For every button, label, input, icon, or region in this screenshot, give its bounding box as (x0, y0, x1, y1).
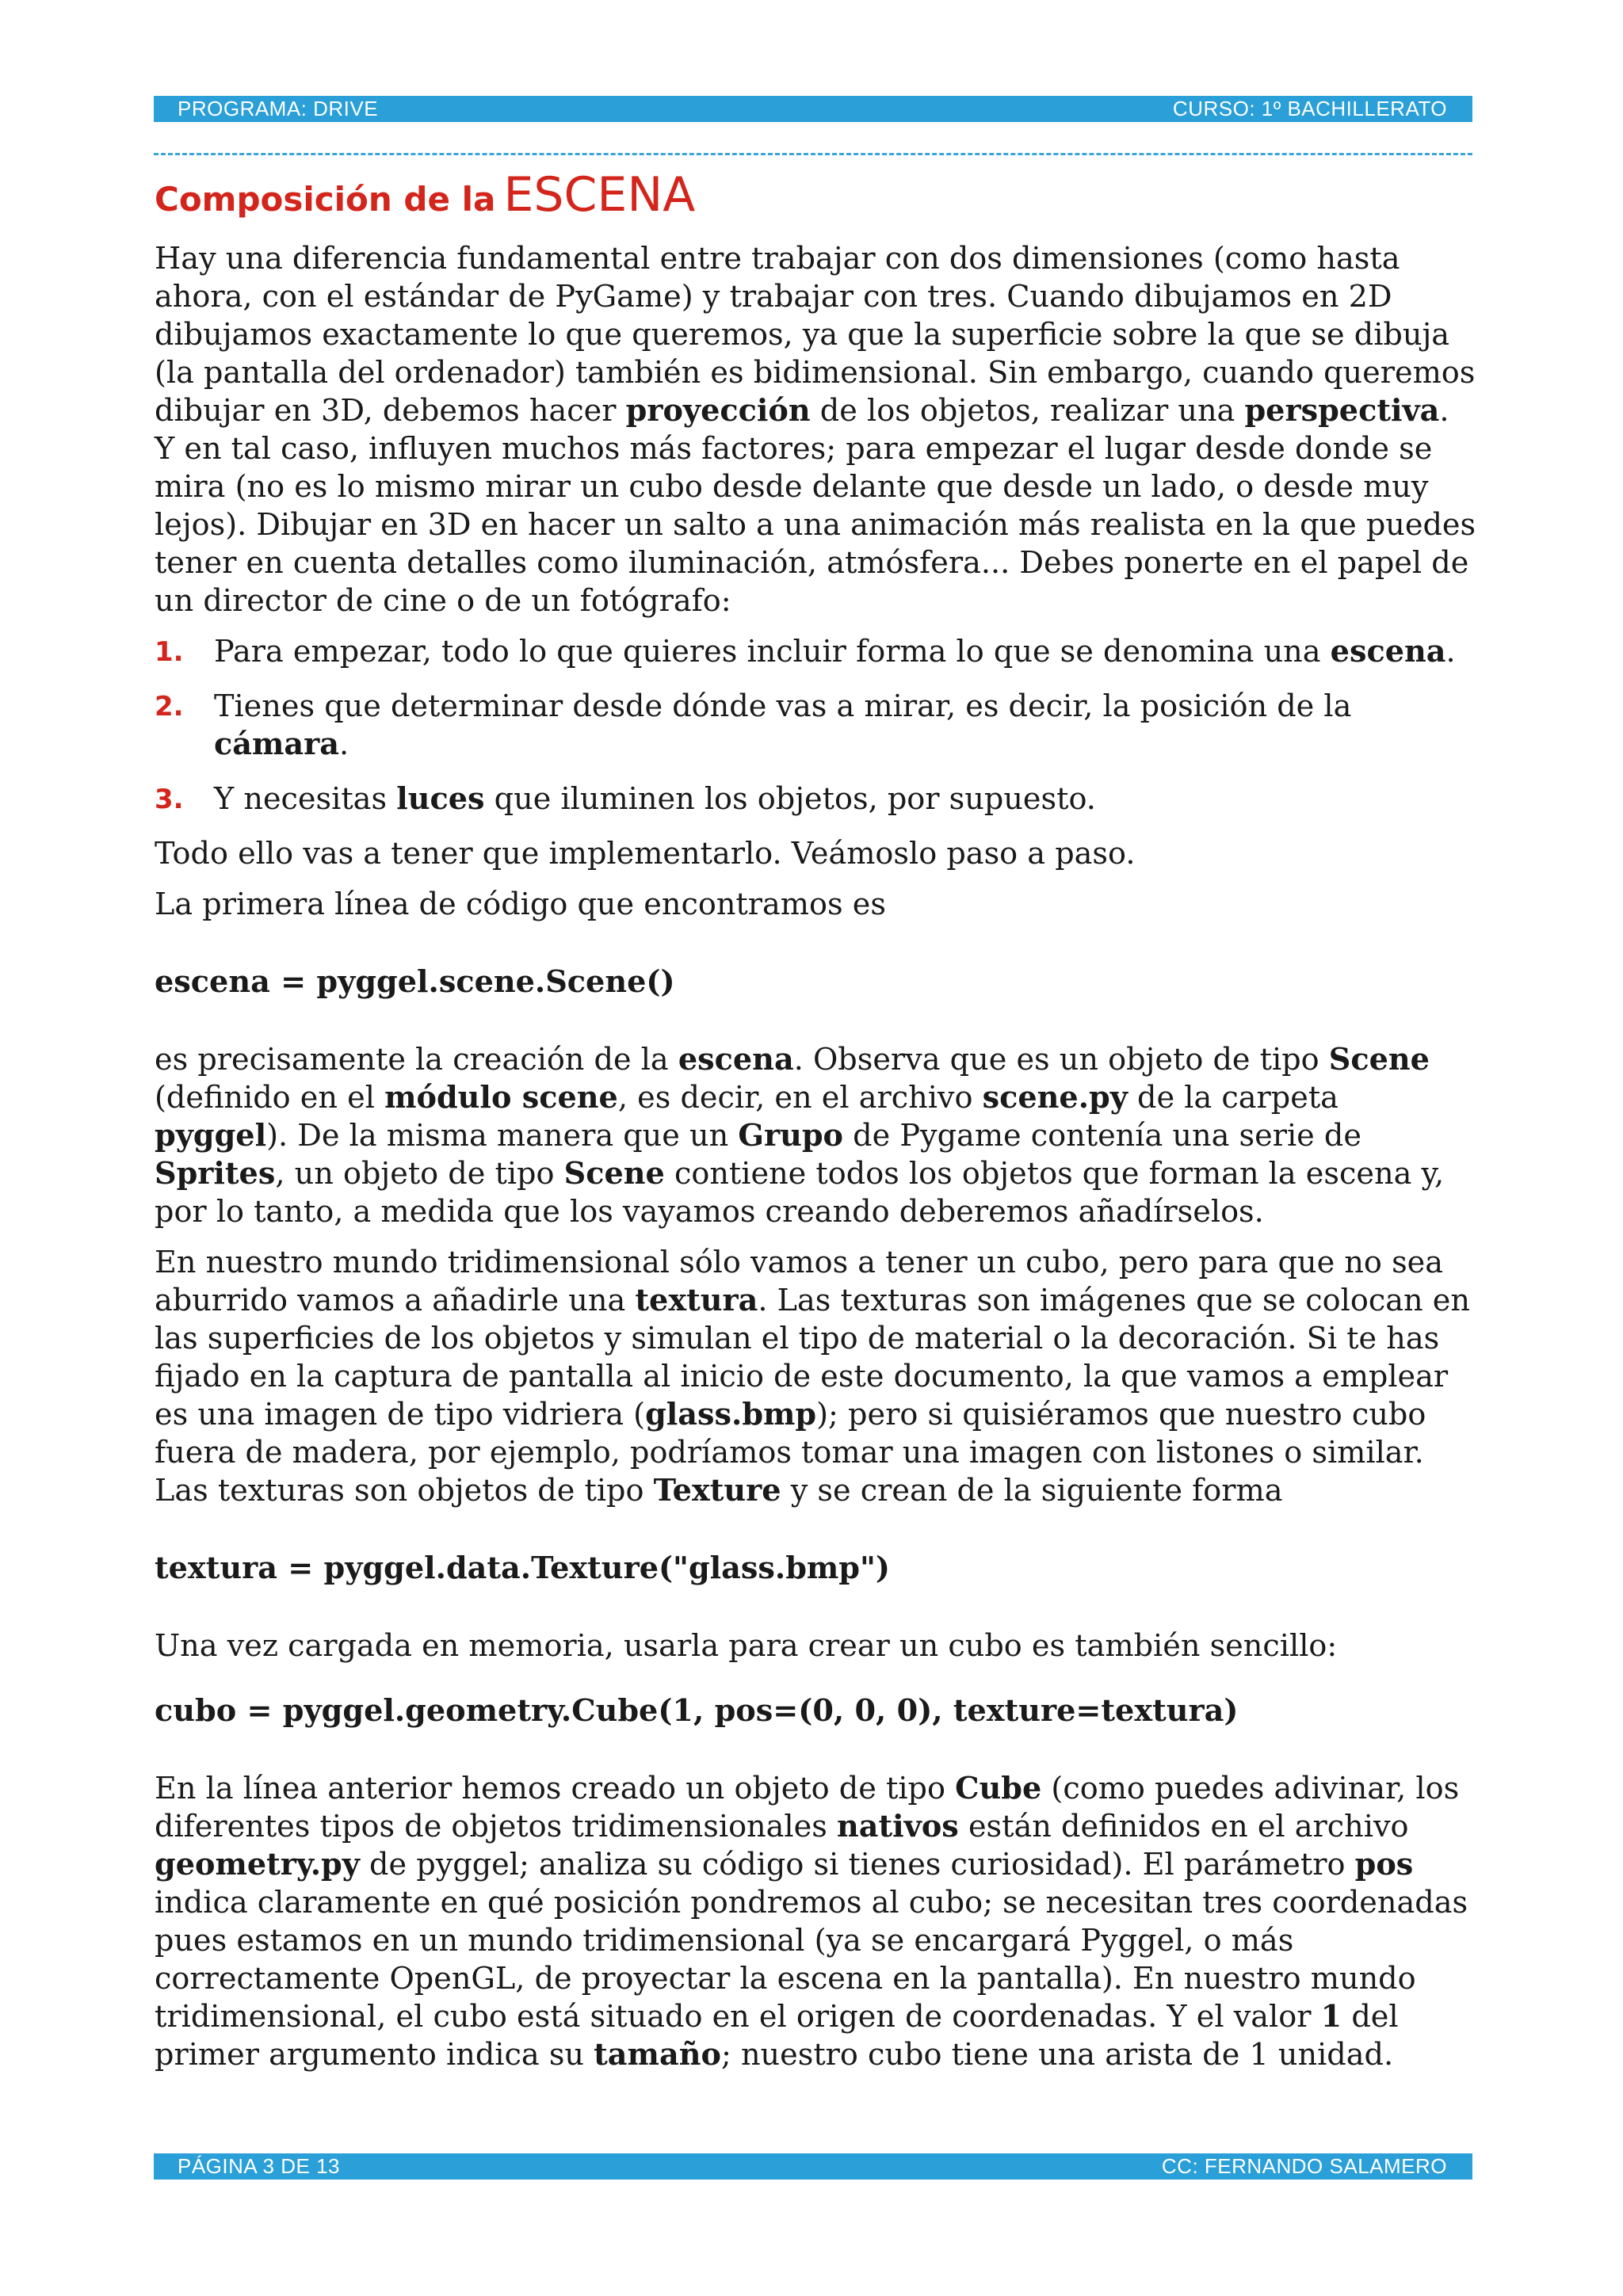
header-bar (154, 96, 1472, 122)
code-line-texture: textura = pyggel.data.Texture("glass.bmp") (155, 1550, 890, 1586)
footer-bar (154, 2153, 1472, 2180)
list-item: 3. Y necesitas luces que iluminen los objetos, por supuesto. (155, 781, 1096, 817)
paragraph-textura: En nuestro mundo tridimensional sólo vamos a tener un cubo, pero para que no sea aburrido vamos a añadirle una textura. Las texturas son imágenes que se colocan en las superficies de los objetos y simulan el tipo de material o la decoración. Si te has fijado en la captura de pantalla al inicio de este documento, la que vamos a emplear es una imagen de tipo vidriera (glass.bmp); pero si quisiéramos que nuestro cubo fuera de madera, por ejemplo, podríamos tomar una imagen con listones o similar. Las texturas son objetos de tipo Texture y se crean de la siguiente forma (155, 1245, 1470, 1508)
list-number: 1. (155, 636, 184, 668)
paragraph-primera: La primera línea de código que encontramos es (155, 887, 886, 922)
header-divider (154, 153, 1472, 155)
list-number: 3. (155, 784, 184, 815)
page-content (155, 166, 1478, 2087)
title-main: ESCENA (503, 167, 696, 223)
paragraph-todo: Todo ello vas a tener que implementarlo. Veámoslo paso a paso. (155, 837, 1136, 871)
paragraph-escena: es precisamente la creación de la escena. Observa que es un objeto de tipo Scene (definido en el módulo scene, es decir, en el archivo scene.py de la carpeta pyggel). De la misma manera que un Grupo de Pygame contenía una serie de Sprites, un objeto de tipo Scene contiene todos los objetos que forman la escena y, por lo tanto, a medida que los vayamos creando deberemos añadírselos. (155, 1042, 1445, 1230)
header-program: PROGRAMA: DRIVE (178, 97, 379, 120)
footer-author: CC: FERNANDO SALAMERO (1161, 2154, 1447, 2178)
header-course: CURSO: 1º BACHILLERATO (1172, 97, 1447, 120)
paragraph-cargada: Una vez cargada en memoria, usarla para crear un cubo es también sencillo: (155, 1629, 1338, 1664)
title-prefix: Composición de la (155, 180, 496, 219)
paragraph-cubo: En la línea anterior hemos creado un objeto de tipo Cube (como puedes adivinar, los diferentes tipos de objetos tridimensionales nativos están definidos en el archivo geometry.py de pyggel; analiza su código si tienes curiosidad). El parámetro pos indica claramente en qué posición pondremos al cubo; se necesitan tres coordenadas pues estamos en un mundo tridimensional (ya se encargará Pyggel, o más correctamente OpenGL, de proyectar la escena en la pantalla). En nuestro mundo tridimensional, el cubo está situado en el origen de coordenadas. Y el valor 1 del primer argumento indica su tamaño; nuestro cubo tiene una arista de 1 unidad. (155, 1771, 1468, 2073)
list-item: 2. Tienes que determinar desde dónde vas a mirar, es decir, la posición de la cámara. (155, 689, 1352, 762)
code-line-cube: cubo = pyggel.geometry.Cube(1, pos=(0, 0, 0), texture=textura) (155, 1693, 1239, 1729)
list-number: 2. (155, 691, 184, 723)
page-title (155, 166, 1478, 231)
intro-paragraph: Hay una diferencia fundamental entre trabajar con dos dimensiones (como hasta ahora, con el estándar de PyGame) y trabajar con tres. Cuando dibujamos en 2D dibujamos exactamente lo que queremos, ya que la superficie sobre la que se dibuja (la pantalla del ordenador) también es bidimensional. Sin embargo, cuando queremos dibujar en 3D, debemos hacer proyección de los objetos, realizar una perspectiva. Y en tal caso, influyen muchos más factores; para empezar el lugar desde donde se mira (no es lo mismo mirar un cubo desde delante que desde un lado, o desde muy lejos). Dibujar en 3D en hacer un salto a una animación más realista en la que puedes tener en cuenta detalles como iluminación, atmósfera... Debes ponerte en el papel de un director de cine o de un fotógrafo: (155, 242, 1476, 619)
footer-page-number: PÁGINA 3 DE 13 (178, 2154, 340, 2178)
list-item: 1. Para empezar, todo lo que quieres incluir forma lo que se denomina una escena. (155, 634, 1456, 669)
steps-list (155, 633, 1478, 818)
code-line-scene: escena = pyggel.scene.Scene() (155, 964, 675, 1000)
